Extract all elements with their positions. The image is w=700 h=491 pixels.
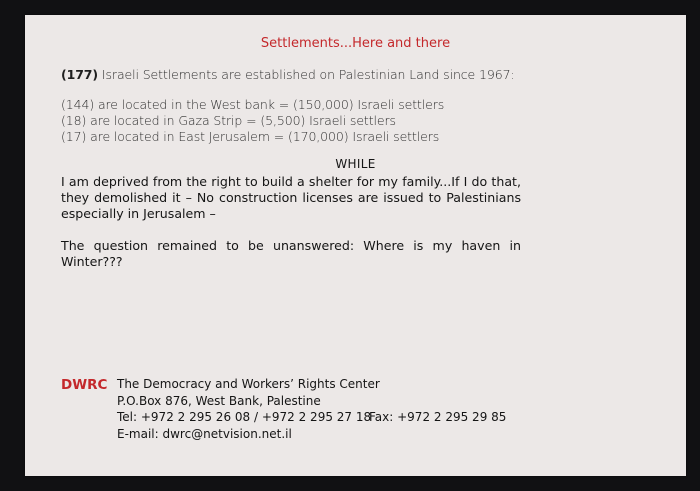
stat-line-west-bank: (144) are located in the West bank = (150,000) Israeli settlers <box>61 97 445 112</box>
paragraph-question: The question remained to be unanswered: Where is my haven in Winter??? <box>61 238 521 269</box>
card-title: Settlements...Here and there <box>260 36 451 51</box>
stat-line-gaza: (18) are located in Gaza Strip = (5,500) Israeli settlers <box>61 113 396 128</box>
paragraph-deprived: I am deprived from the right to build a shelter for my family...If I do that, they demolished it – No construction licenses are issued to Palestinians especially in Jerusalem – <box>61 174 521 221</box>
org-name: The Democracy and Workers’ Rights Center <box>117 377 380 391</box>
stat-line-jerusalem: (17) are located in East Jerusalem = (170,000) Israeli settlers <box>61 129 440 144</box>
settlement-count: (177) <box>61 67 99 82</box>
fax-number: Fax: +972 2 295 29 85 <box>369 410 507 424</box>
intro-text: Israeli Settlements are established on Palestinian Land since 1967: <box>98 67 515 82</box>
dwrc-logo: DWRC <box>61 377 108 393</box>
tel-number: Tel: +972 2 295 26 08 / +972 2 295 27 18 <box>117 410 372 424</box>
intro-line <box>61 67 515 82</box>
address: P.O.Box 876, West Bank, Palestine <box>117 394 321 408</box>
email-address: E-mail: dwrc@netvision.net.il <box>117 427 292 441</box>
while-heading: WHILE <box>335 157 376 171</box>
postcard <box>25 15 686 476</box>
